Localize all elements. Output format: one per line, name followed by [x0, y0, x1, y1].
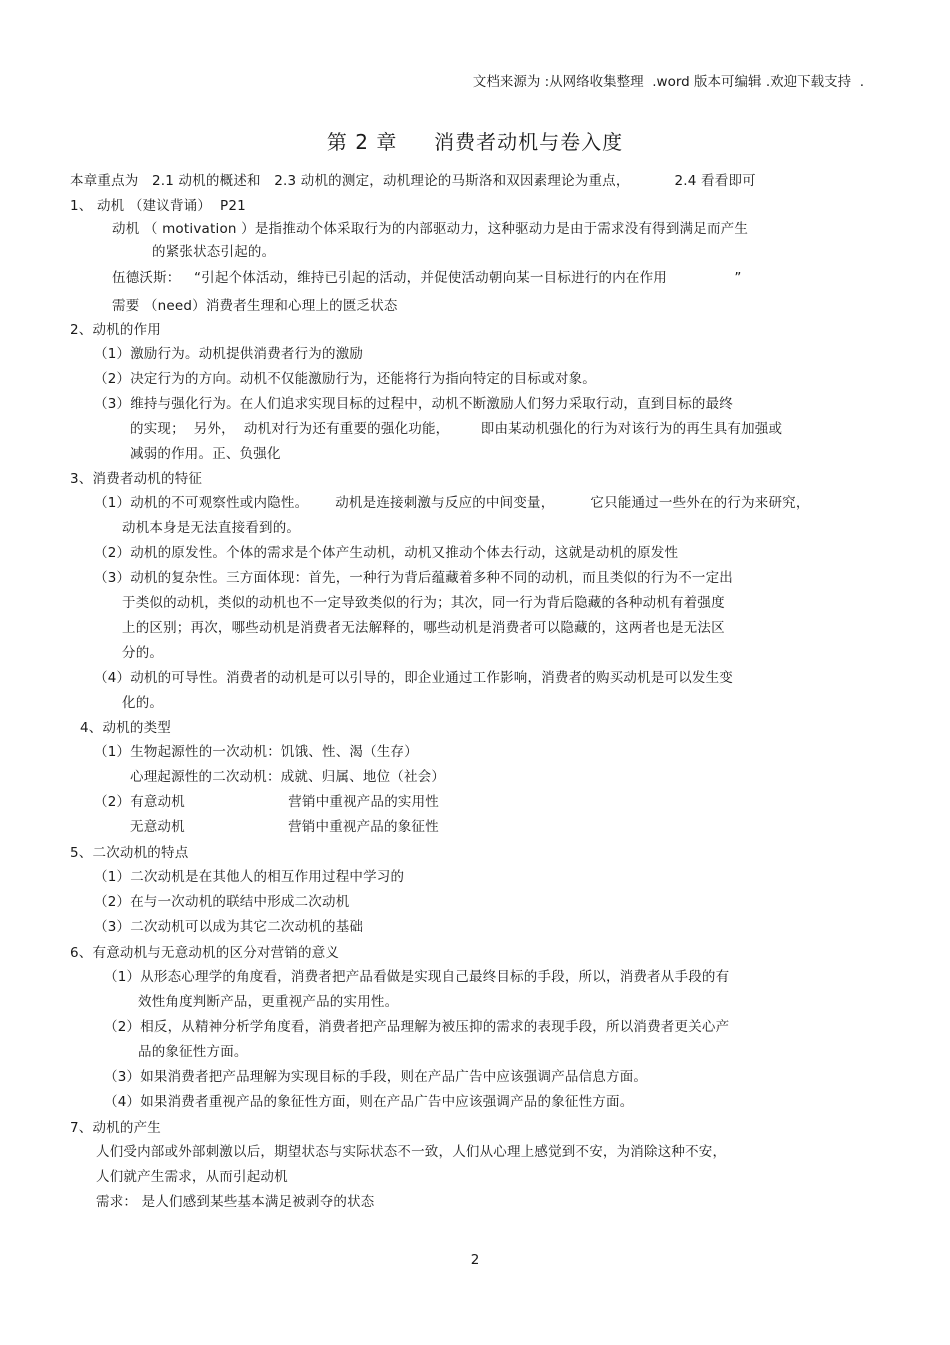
chapter-title: 第 2 章 消费者动机与卷入度: [326, 130, 624, 154]
list-item-continuation: 分的。: [122, 645, 164, 661]
list-item: （1）动机的不可观察性或内隐性。 动机是连接刺激与反应的中间变量， 它只能通过一些外在的行为来研究，: [94, 495, 810, 511]
list-item: （2）决定行为的方向。动机不仅能激励行为，还能将行为指向特定的目标或对象。: [94, 371, 596, 387]
paragraph-line: 人们就产生需求，从而引起动机: [96, 1169, 288, 1185]
section-heading: 2、动机的作用: [70, 322, 161, 338]
list-item: （4）动机的可导性。消费者的动机是可以引导的，即企业通过工作影响，消费者的购买动机是可以发生变: [94, 670, 733, 686]
list-item-continuation: 无意动机 营销中重视产品的象征性: [130, 819, 439, 835]
list-item: （3）如果消费者把产品理解为实现目标的手段，则在产品广告中应该强调产品信息方面。: [104, 1069, 648, 1085]
section-heading: 4、动机的类型: [80, 720, 171, 736]
list-item: （3）动机的复杂性。三方面体现：首先，一种行为背后蕴藏着多种不同的动机，而且类似的行为不一定出: [94, 570, 733, 586]
list-item-continuation: 的实现； 另外， 动机对行为还有重要的强化功能， 即由某动机强化的行为对该行为的再生具有加强或: [130, 421, 783, 437]
list-item: （2）相反，从精神分析学角度看，消费者把产品理解为被压抑的需求的表现手段，所以消费者更关心产: [104, 1019, 730, 1035]
paragraph-line: 伍德沃斯： “引起个体活动，维持已引起的活动，并促使活动朝向某一目标进行的内在作用 ”: [112, 270, 742, 286]
list-item-continuation: 心理起源性的二次动机：成就、归属、地位（社会）: [130, 769, 446, 785]
section-heading: 5、二次动机的特点: [70, 845, 189, 861]
list-item: （1）从形态心理学的角度看，消费者把产品看做是实现自己最终目标的手段，所以，消费者从手段的有: [104, 969, 730, 985]
list-item-continuation: 品的象征性方面。: [138, 1044, 248, 1060]
list-item-continuation: 上的区别；再次，哪些动机是消费者无法解释的，哪些动机是消费者可以隐藏的，这两者也是无法区: [122, 620, 725, 636]
list-item: （3）维持与强化行为。在人们追求实现目标的过程中，动机不断激励人们努力采取行动，直到目标的最终: [94, 396, 733, 412]
section-heading: 1、 动机 （建议背诵） P21: [70, 198, 246, 214]
list-item-continuation: 动机本身是无法直接看到的。: [122, 520, 301, 536]
paragraph-line: 需求： 是人们感到某些基本满足被剥夺的状态: [96, 1194, 375, 1210]
paragraph-line: 需要 （need）消费者生理和心理上的匮乏状态: [112, 298, 398, 314]
list-item: （4）如果消费者重视产品的象征性方面，则在产品广告中应该强调产品的象征性方面。: [104, 1094, 634, 1110]
paragraph-line: 动机 （ motivation ）是指推动个体采取行为的内部驱动力，这种驱动力是由于需求没有得到满足而产生: [112, 221, 749, 237]
list-item: （2）动机的原发性。个体的需求是个体产生动机，动机又推动个体去行动，这就是动机的原发性: [94, 545, 679, 561]
list-item: （3）二次动机可以成为其它二次动机的基础: [94, 919, 364, 935]
section-heading: 6、有意动机与无意动机的区分对营销的意义: [70, 945, 340, 961]
list-item-continuation: 减弱的作用。正、负强化: [130, 446, 281, 462]
section-heading: 7、动机的产生: [70, 1120, 161, 1136]
list-item: （1）二次动机是在其他人的相互作用过程中学习的: [94, 869, 405, 885]
chapter-focus-note: 本章重点为 2.1 动机的概述和 2.3 动机的测定，动机理论的马斯洛和双因素理论为重点， 2.4 看看即可: [70, 173, 756, 189]
list-item: （2）有意动机 营销中重视产品的实用性: [94, 794, 439, 810]
paragraph-line: 人们受内部或外部刺激以后，期望状态与实际状态不一致，人们从心理上感觉到不安，为消除这种不安，: [96, 1144, 727, 1160]
list-item-continuation: 于类似的动机，类似的动机也不一定导致类似的行为；其次，同一行为背后隐藏的各种动机有着强度: [122, 595, 725, 611]
paragraph-line: 的紧张状态引起的。: [152, 244, 276, 260]
section-heading: 3、消费者动机的特征: [70, 471, 203, 487]
list-item: （2）在与一次动机的联结中形成二次动机: [94, 894, 350, 910]
list-item-continuation: 效性角度判断产品，更重视产品的实用性。: [138, 994, 399, 1010]
page-number: 2: [470, 1252, 480, 1268]
list-item-continuation: 化的。: [122, 695, 164, 711]
list-item: （1）激励行为。动机提供消费者行为的激励: [94, 346, 364, 362]
list-item: （1）生物起源性的一次动机：饥饿、性、渴（生存）: [94, 744, 418, 760]
page-header: 文档来源为 :从网络收集整理 .word 版本可编辑 .欢迎下载支持 .: [472, 74, 864, 90]
